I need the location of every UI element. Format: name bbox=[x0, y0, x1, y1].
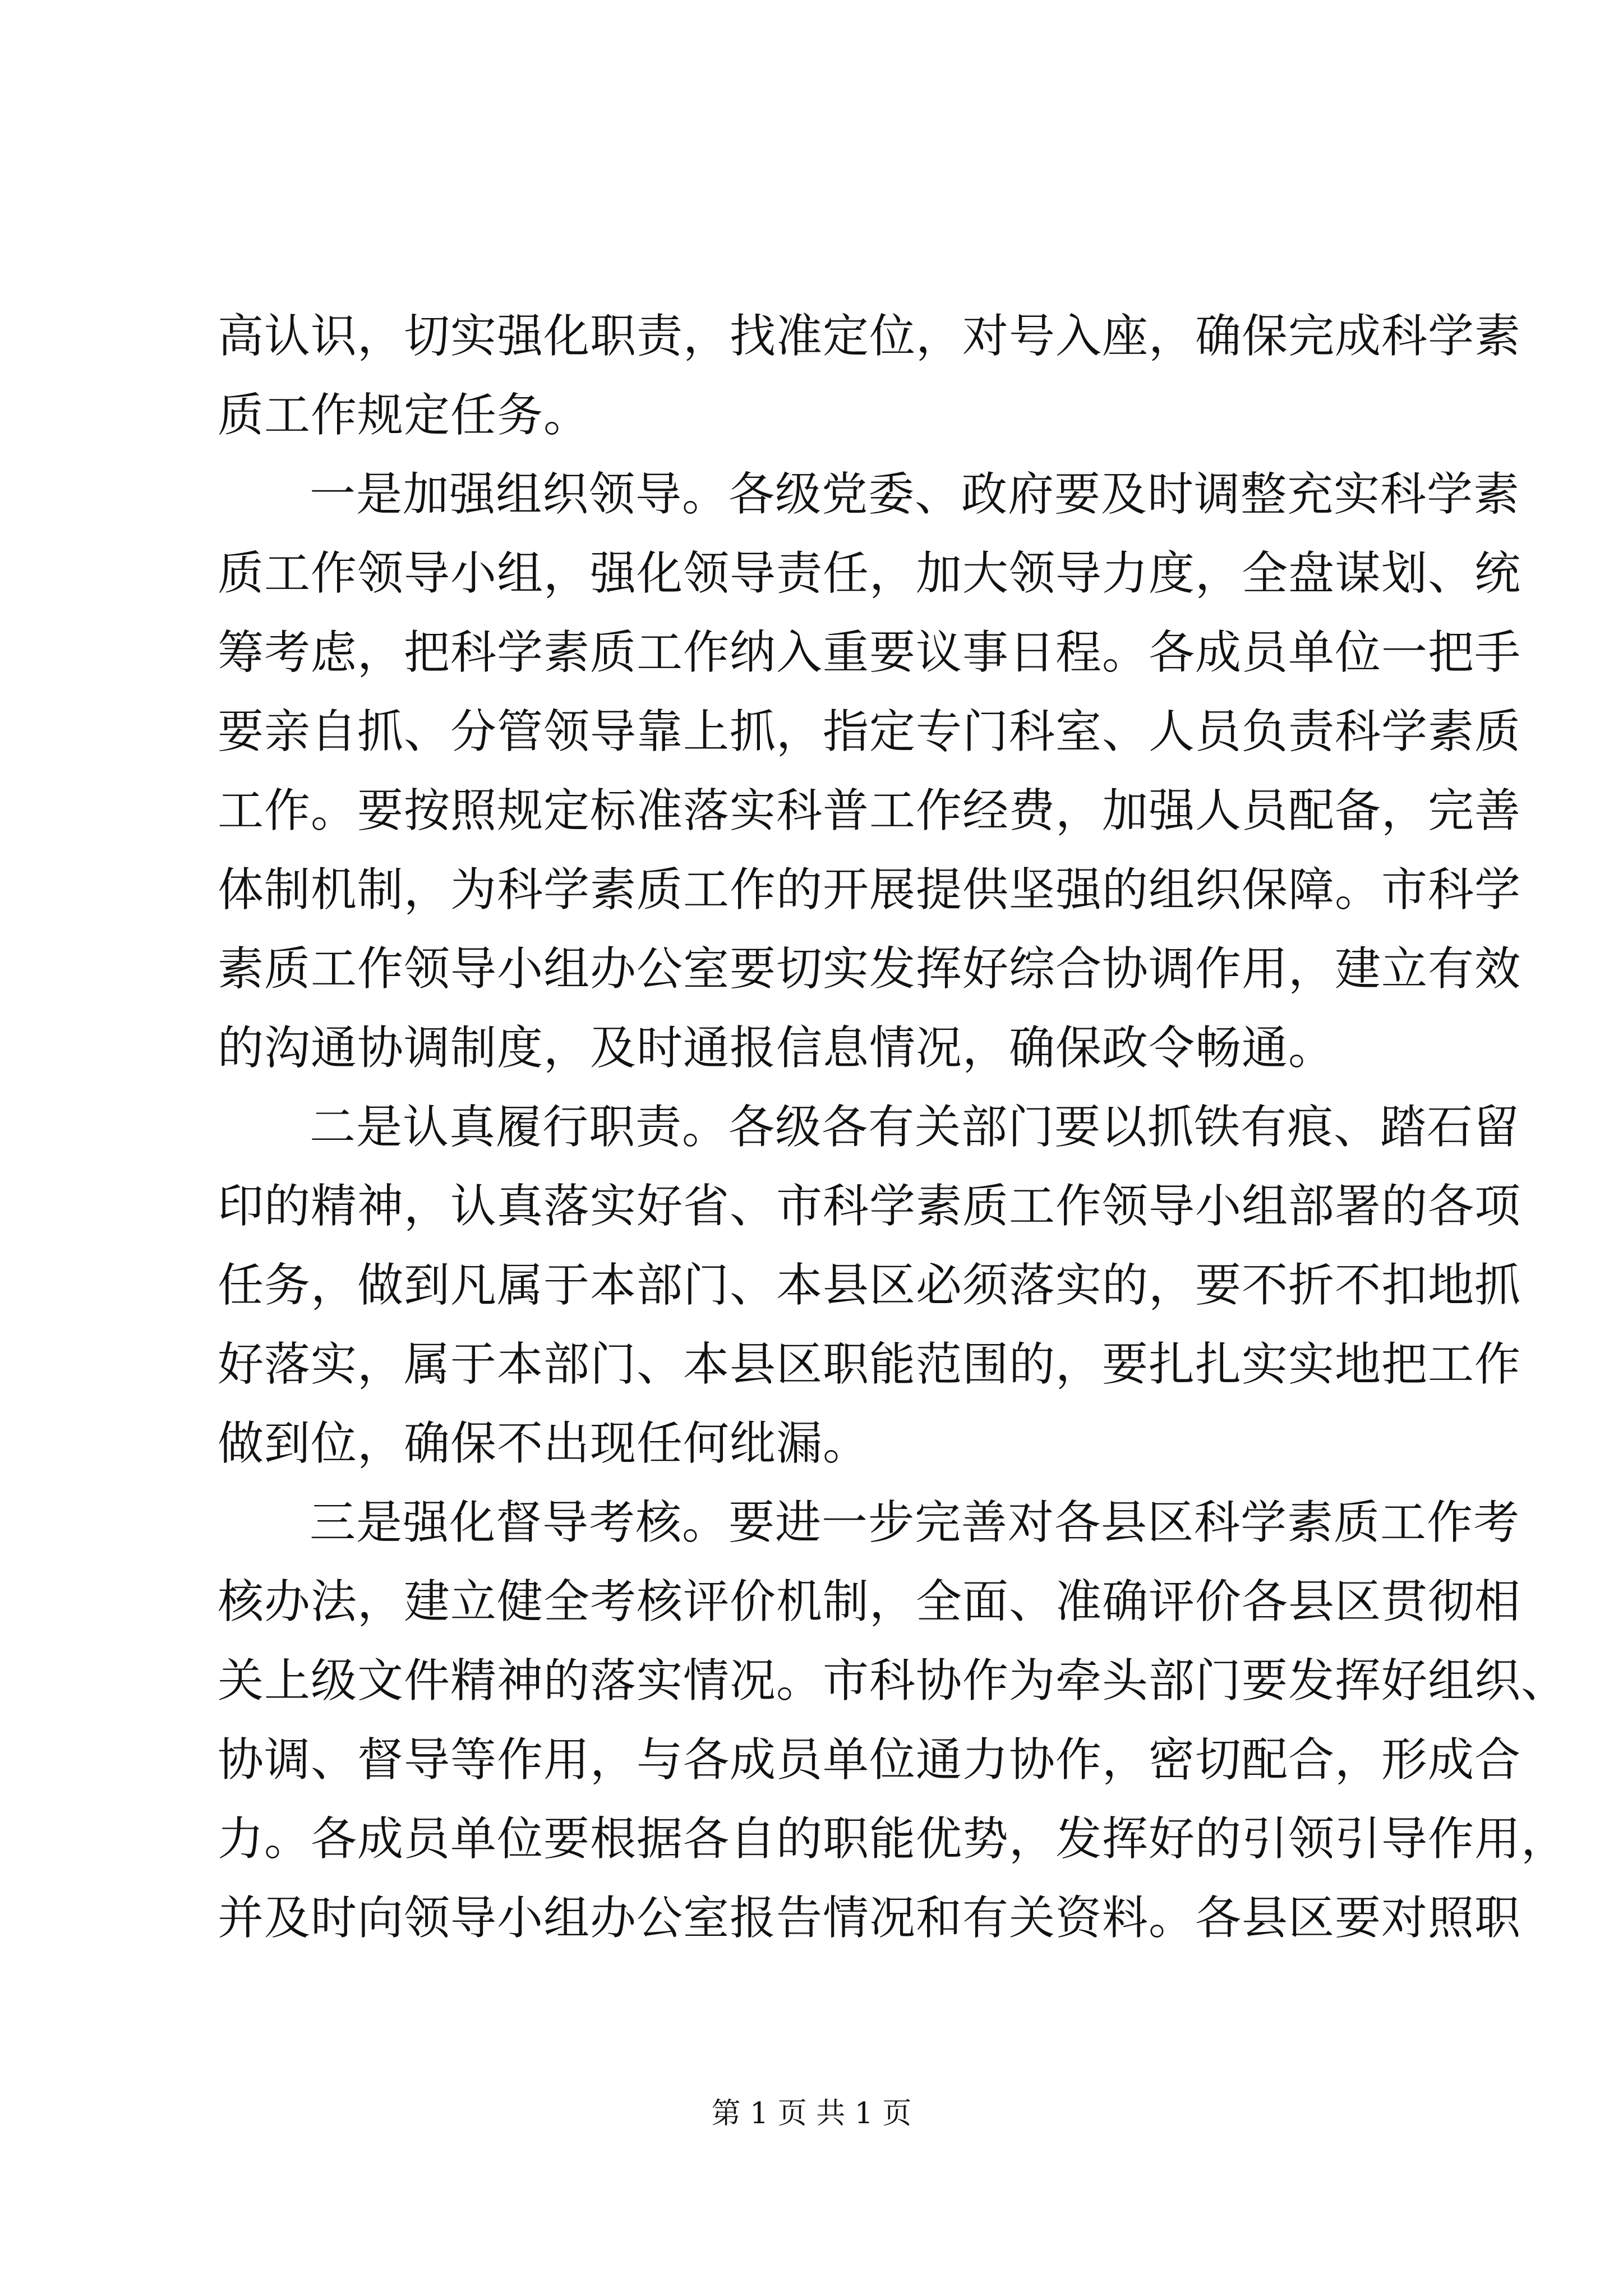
text-line: 工作。要按照规定标准落实科普工作经费，加强人员配备，完善 bbox=[218, 784, 1521, 838]
text-line: 质工作规定任务。 bbox=[218, 389, 591, 442]
text-line: 力。各成员单位要根据各自的职能优势，发挥好的引领引导作用， bbox=[218, 1812, 1568, 1866]
text-line: 做到位，确保不出现任何纰漏。 bbox=[218, 1417, 870, 1470]
text-line: 印的精神，认真落实好省、市科学素质工作领导小组部署的各项 bbox=[218, 1180, 1521, 1233]
text-line: 并及时向领导小组办公室报告情况和有关资料。各县区要对照职 bbox=[218, 1892, 1521, 1945]
text-line: 素质工作领导小组办公室要切实发挥好综合协调作用，建立有效 bbox=[218, 942, 1521, 996]
text-line: 要亲自抓、分管领导靠上抓，指定专门科室、人员负责科学素质 bbox=[218, 705, 1521, 758]
page-number-footer: 第 1 页 共 1 页 bbox=[711, 2097, 912, 2131]
text-line: 任务，做到凡属于本部门、本县区必须落实的，要不折不扣地抓 bbox=[218, 1259, 1521, 1312]
text-line: 协调、督导等作用，与各成员单位通力协作，密切配合，形成合 bbox=[218, 1733, 1521, 1787]
text-line: 筹考虑，把科学素质工作纳入重要议事日程。各成员单位一把手 bbox=[218, 626, 1521, 679]
text-line: 质工作领导小组，强化领导责任，加大领导力度，全盘谋划、统 bbox=[218, 547, 1521, 600]
paragraph-first-line: 一是加强组织领导。各级党委、政府要及时调整充实科学素 bbox=[310, 468, 1520, 521]
text-line: 核办法，建立健全考核评价机制，全面、准确评价各县区贯彻相 bbox=[218, 1575, 1521, 1628]
text-line: 关上级文件精神的落实情况。市科协作为牵头部门要发挥好组织、 bbox=[218, 1654, 1568, 1708]
paragraph-first-line: 二是认真履行职责。各级各有关部门要以抓铁有痕、踏石留 bbox=[310, 1101, 1520, 1154]
text-line: 好落实，属于本部门、本县区职能范围的，要扎扎实实地把工作 bbox=[218, 1338, 1521, 1391]
text-line: 的沟通协调制度，及时通报信息情况，确保政令畅通。 bbox=[218, 1022, 1335, 1075]
paragraph-first-line: 三是强化督导考核。要进一步完善对各县区科学素质工作考 bbox=[310, 1496, 1520, 1549]
text-line: 体制机制，为科学素质工作的开展提供坚强的组织保障。市科学 bbox=[218, 863, 1521, 917]
text-line: 高认识，切实强化职责，找准定位，对号入座，确保完成科学素 bbox=[218, 310, 1521, 363]
